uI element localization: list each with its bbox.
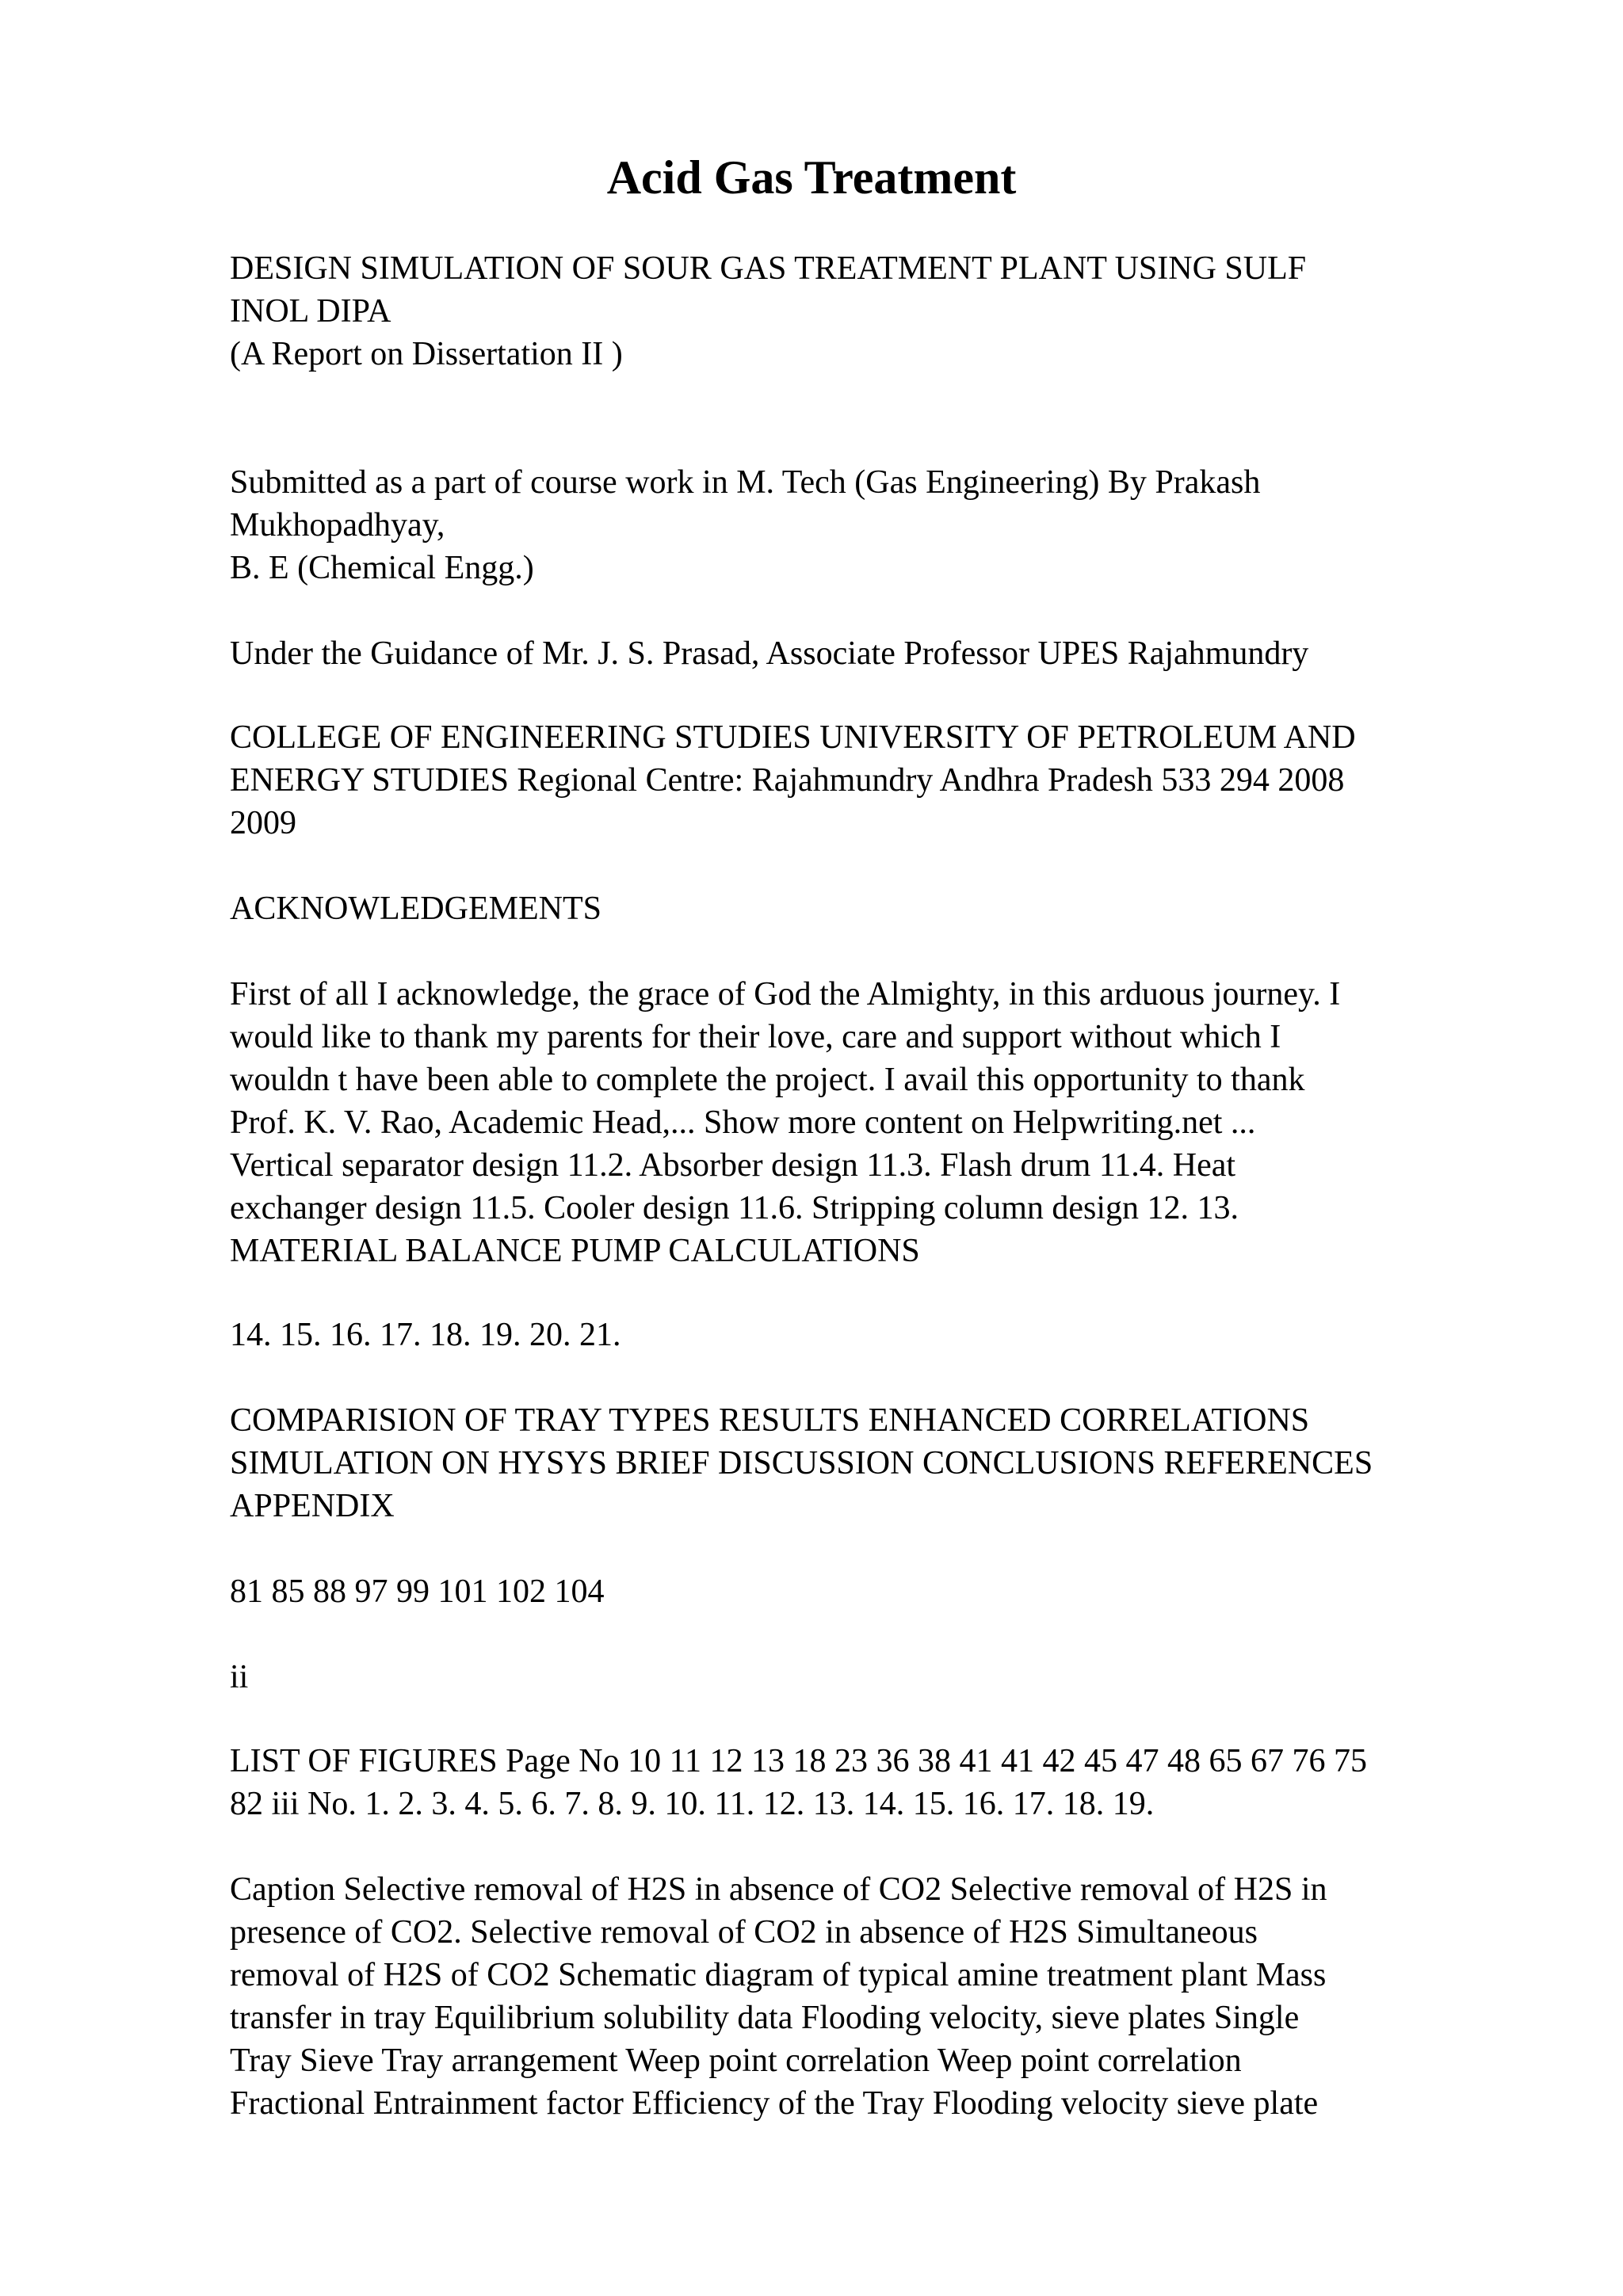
paragraph — [230, 1868, 1327, 2125]
text-line: Tray Sieve Tray arrangement Weep point correlation Weep point correlation — [230, 2042, 1242, 2079]
text-line: Mukhopadhyay, — [230, 507, 445, 543]
document-title: Acid Gas Treatment — [606, 151, 1017, 204]
paragraph — [230, 1314, 621, 1356]
text-line: LIST OF FIGURES Page No 10 11 12 13 18 23 36 38 41 41 42 45 47 48 65 67 76 75 — [230, 1743, 1368, 1779]
text-line: DESIGN SIMULATION OF SOUR GAS TREATMENT PLANT USING SULF — [230, 250, 1307, 287]
text-line: Prof. K. V. Rao, Academic Head,... Show more content on Helpwriting.net ... — [230, 1104, 1256, 1141]
text-line: Submitted as a part of course work in M. Tech (Gas Engineering) By Prakash — [230, 464, 1261, 501]
paragraph — [230, 1740, 1367, 1825]
paragraph — [230, 461, 1260, 589]
paragraph — [230, 887, 601, 930]
text-line: COLLEGE OF ENGINEERING STUDIES UNIVERSITY OF PETROLEUM AND — [230, 719, 1356, 756]
text-line: Caption Selective removal of H2S in absence of CO2 Selective removal of H2S in — [230, 1871, 1327, 1908]
text-line: B. E (Chemical Engg.) — [230, 550, 534, 586]
text-line: (A Report on Dissertation II ) — [230, 336, 623, 372]
text-line: would like to thank my parents for their love, care and support without which I — [230, 1019, 1281, 1055]
paragraph — [230, 1399, 1373, 1527]
text-line: APPENDIX — [230, 1488, 395, 1524]
text-line: Fractional Entrainment factor Efficiency of the Tray Flooding velocity sieve plate — [230, 2085, 1319, 2122]
text-line: transfer in tray Equilibrium solubility data Flooding velocity, sieve plates Single — [230, 2000, 1300, 2036]
text-line: presence of CO2. Selective removal of CO2 in absence of H2S Simultaneous — [230, 1914, 1258, 1951]
paragraph — [230, 632, 1308, 675]
text-line: SIMULATION ON HYSYS BRIEF DISCUSSION CONCLUSIONS REFERENCES — [230, 1445, 1373, 1482]
text-line: INOL DIPA — [230, 293, 391, 330]
text-line: ACKNOWLEDGEMENTS — [230, 891, 601, 927]
text-line: ENERGY STUDIES Regional Centre: Rajahmundry Andhra Pradesh 533 294 2008 — [230, 762, 1345, 799]
paragraph — [230, 973, 1340, 1272]
text-line: First of all I acknowledge, the grace of God the Almighty, in this arduous journey. I — [230, 976, 1341, 1013]
text-line: ii — [230, 1659, 249, 1695]
text-line: exchanger design 11.5. Cooler design 11.6. Stripping column design 12. 13. — [230, 1190, 1239, 1226]
text-line: 81 85 88 97 99 101 102 104 — [230, 1573, 605, 1610]
text-line: MATERIAL BALANCE PUMP CALCULATIONS — [230, 1233, 920, 1269]
text-line: Vertical separator design 11.2. Absorber design 11.3. Flash drum 11.4. Heat — [230, 1147, 1236, 1184]
paragraph — [230, 247, 1306, 333]
text-line: wouldn t have been able to complete the project. I avail this opportunity to thank — [230, 1062, 1305, 1098]
paragraph — [230, 1570, 605, 1613]
text-line: COMPARISION OF TRAY TYPES RESULTS ENHANCED CORRELATIONS — [230, 1402, 1310, 1439]
paragraph — [230, 716, 1356, 845]
text-line: 14. 15. 16. 17. 18. 19. 20. 21. — [230, 1317, 621, 1353]
text-line: 82 iii No. 1. 2. 3. 4. 5. 6. 7. 8. 9. 10. 11. 12. 13. 14. 15. 16. 17. 18. 19. — [230, 1786, 1155, 1822]
text-line: removal of H2S of CO2 Schematic diagram of typical amine treatment plant Mass — [230, 1957, 1327, 1993]
text-line: Under the Guidance of Mr. J. S. Prasad, Associate Professor UPES Rajahmundry — [230, 635, 1309, 672]
paragraph — [230, 1656, 248, 1699]
paragraph — [230, 333, 623, 376]
text-line: 2009 — [230, 805, 296, 841]
